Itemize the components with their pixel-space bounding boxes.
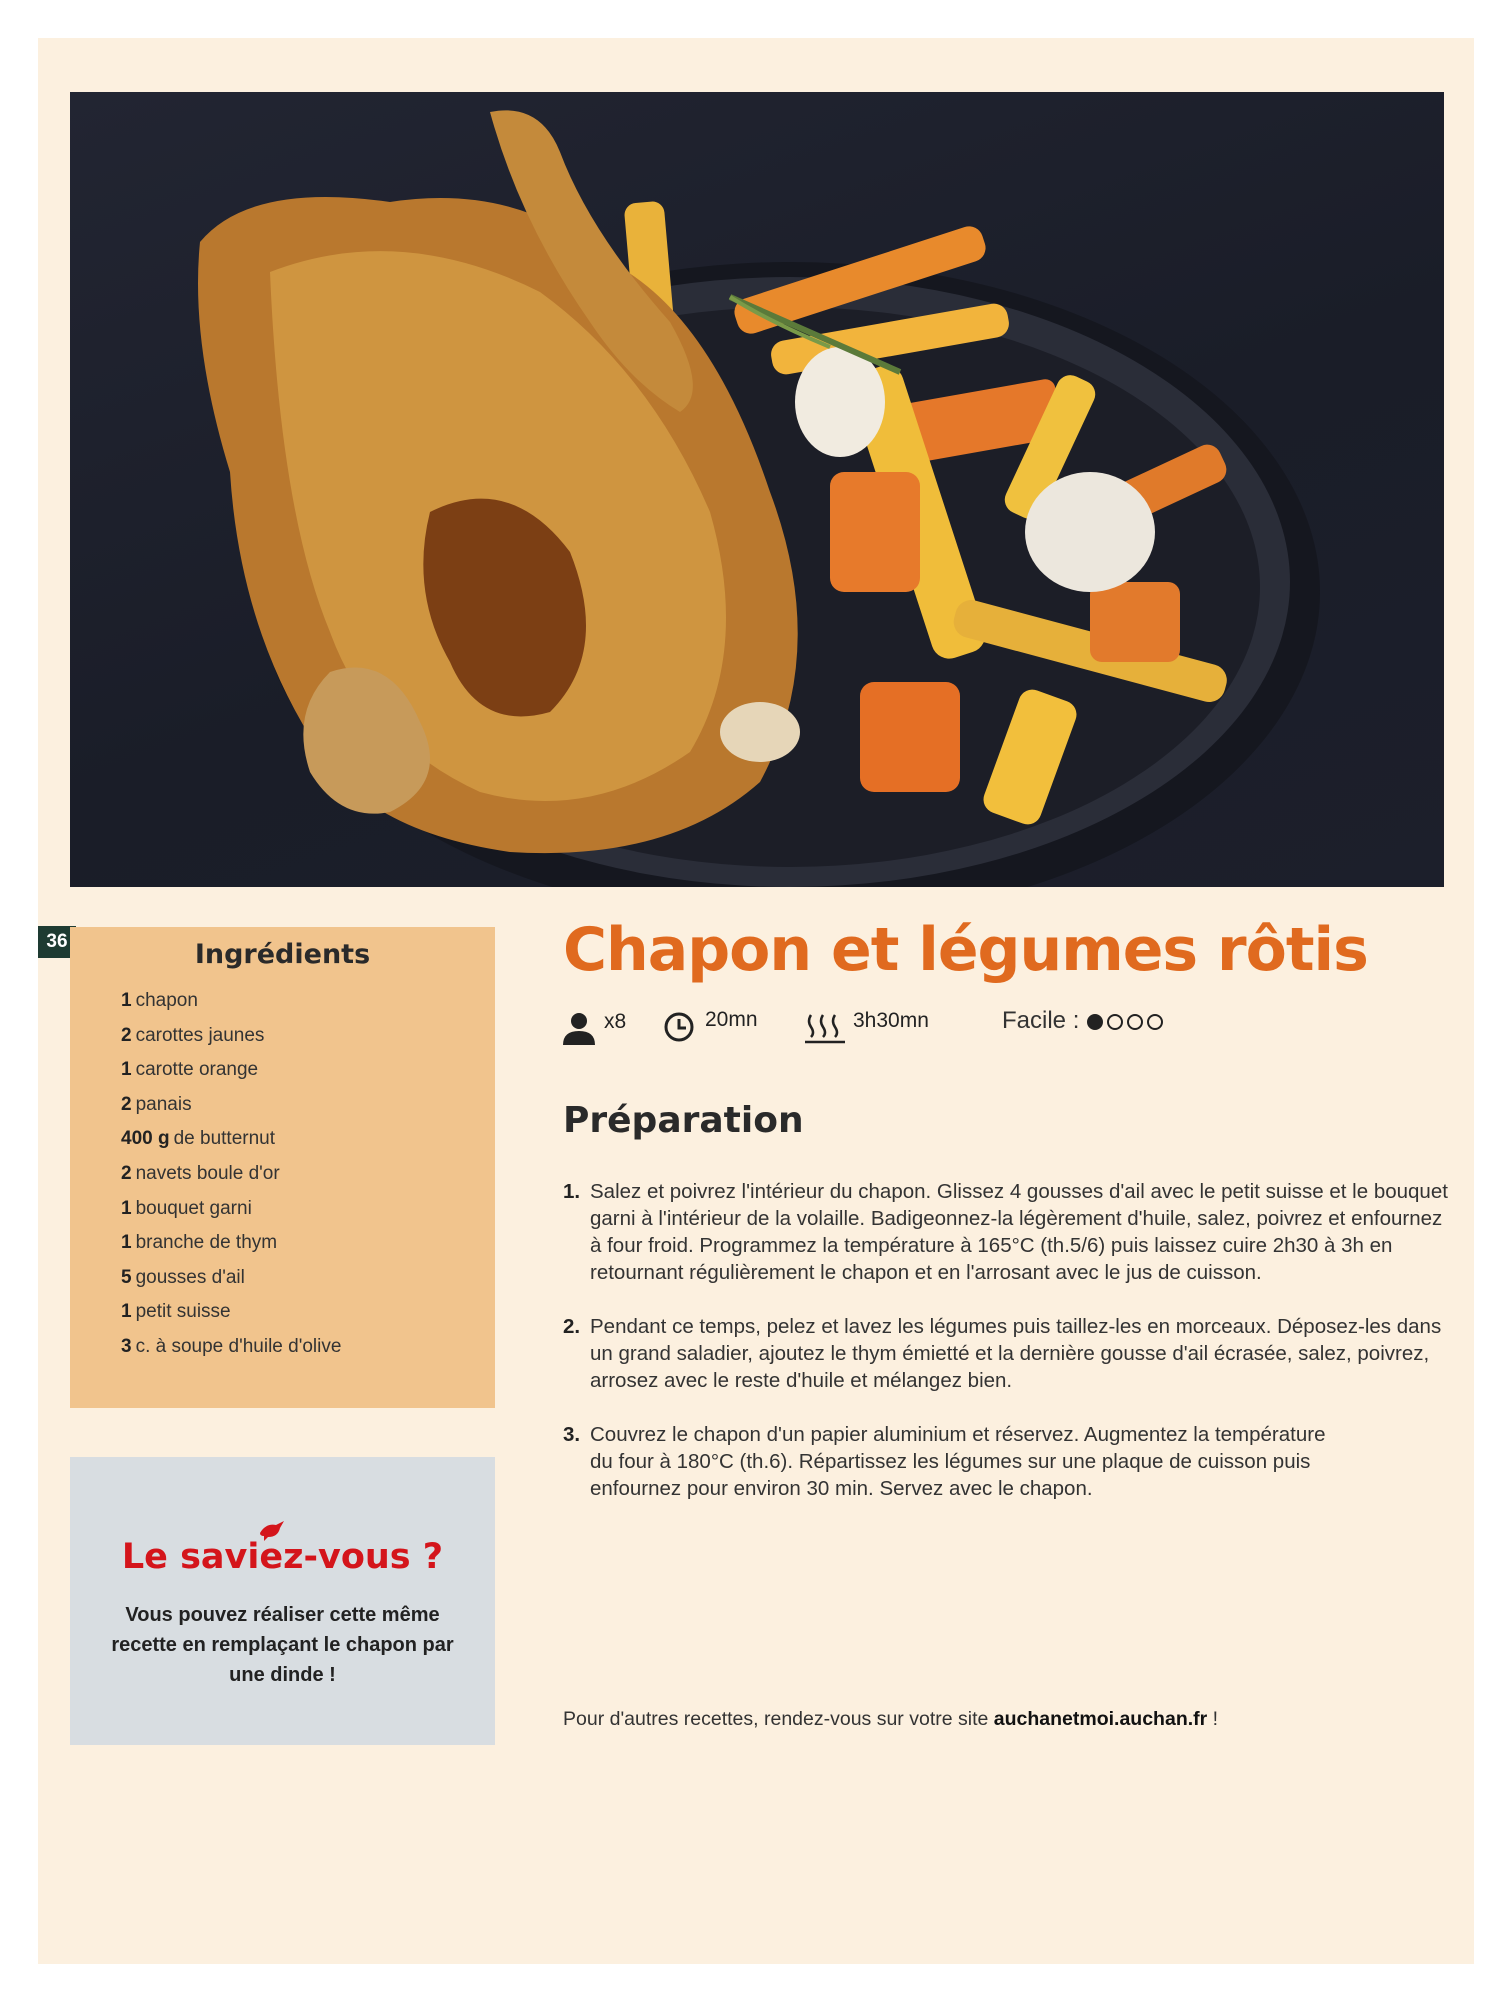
ingredient-item: 1 carotte orange — [121, 1059, 259, 1081]
preparation-steps — [563, 1178, 1458, 1529]
tip-text: Vous pouvez réaliser cette même recette en remplaçant le chapon par une dinde ! — [111, 1604, 454, 1686]
ingredient-item: 5 gousses d'ail — [121, 1266, 245, 1288]
person-icon — [560, 1011, 598, 1047]
ingredient-item: 400 g de butternut — [121, 1128, 276, 1150]
ingredients-title: Ingrédients — [194, 939, 371, 970]
difficulty-dot-filled — [1087, 1014, 1103, 1030]
tip-box — [70, 1457, 495, 1745]
difficulty: Facile : — [1002, 1007, 1163, 1035]
ingredient-item: 2 panais — [121, 1093, 192, 1115]
difficulty-dot-empty — [1127, 1014, 1143, 1030]
website-link[interactable]: auchanetmoi.auchan.fr — [993, 1708, 1208, 1730]
page-number: 36 — [38, 926, 76, 958]
preparation-title: Préparation — [563, 1100, 804, 1141]
ingredient-item: 1 petit suisse — [121, 1301, 231, 1323]
difficulty-dot-empty — [1107, 1014, 1123, 1030]
ingredients-list — [121, 984, 341, 1365]
clock-icon — [663, 1011, 695, 1043]
preparation-step: 2. Pendant ce temps, pelez et lavez les légumes puis taillez-les en morceaux. Déposez-les dans un grand saladier, ajoutez le thym émietté et la dernière gousse d'ail écrasée, salez, poivrez, arrosez avec le reste d'huile et mélangez bien. — [563, 1315, 1442, 1392]
ingredient-item: 2 navets boule d'or — [121, 1162, 280, 1184]
recipe-title: Chapon et légumes rôtis — [563, 915, 1368, 985]
prep-time: 20mn — [663, 1011, 758, 1043]
servings: x8 — [560, 1011, 626, 1047]
ingredient-item: 1 bouquet garni — [121, 1197, 252, 1219]
ingredient-item: 2 carottes jaunes — [121, 1024, 265, 1046]
tip-title: Le saviez-vous ? — [121, 1537, 444, 1577]
difficulty-dot-empty — [1147, 1014, 1163, 1030]
cook-time: 3h30mn — [803, 1011, 929, 1045]
preparation-step: 1. Salez et poivrez l'intérieur du chapon. Glissez 4 gousses d'ail avec le petit suisse et le bouquet garni à l'intérieur de la volaille. Badigeonnez-la légèrement d'huile, salez, poivrez et enfournez à four froid. Programmez la température à 165°C (th.5/6) puis laissez cuire 2h30 à 3h en retournant régulièrement le chapon et en l'arrosant avec le jus de cuisson. — [563, 1180, 1448, 1284]
ingredient-item: 1 branche de thym — [121, 1232, 278, 1254]
footer-note: Pour d'autres recettes, rendez-vous sur votre site auchanetmoi.auchan.fr ! — [563, 1708, 1219, 1730]
difficulty-dots — [1083, 1007, 1163, 1035]
ingredient-item: 3 c. à soupe d'huile d'olive — [121, 1335, 342, 1357]
ingredient-item: 1 chapon — [121, 990, 198, 1011]
ingredients-panel — [70, 927, 495, 1408]
heat-icon — [803, 1011, 847, 1045]
recipe-photo — [70, 92, 1444, 887]
preparation-step: 3. Couvrez le chapon d'un papier aluminium et réservez. Augmentez la température du four à 180°C (th.6). Répartissez les légumes sur une plaque de cuisson puis enfournez pour environ 30 min. Servez avec le chapon. — [563, 1423, 1326, 1500]
